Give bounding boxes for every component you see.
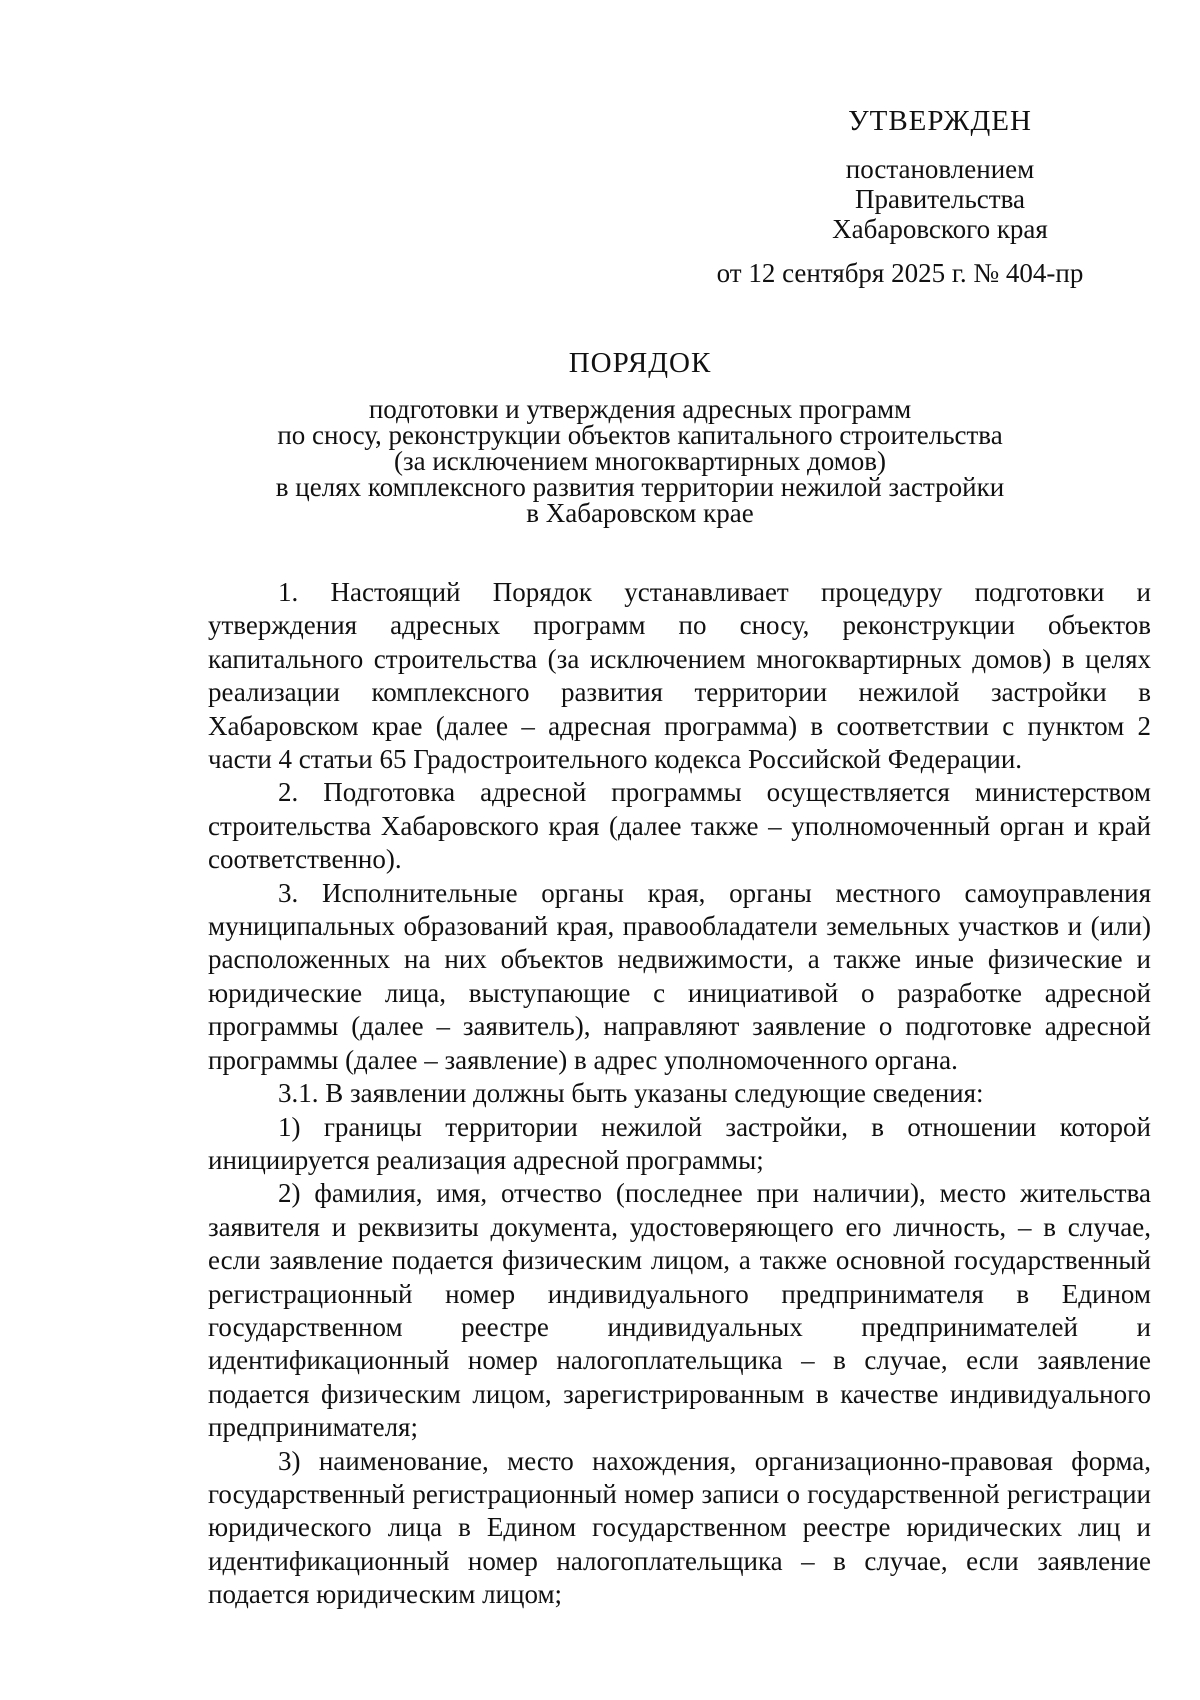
paragraph-2: 2. Подготовка адресной программы осуществляется министерством строительства Хабаровского края (далее также – уполномоченный орган и край соответственно).	[208, 777, 1151, 875]
approval-stamp	[716, 105, 1140, 288]
approval-line-2: Правительства	[855, 184, 1025, 214]
approval-line-3: Хабаровского края	[832, 214, 1048, 244]
document-subtitle-line: в целях комплексного развития территории нежилой застройки	[275, 472, 1005, 502]
document-subtitle-line: в Хабаровском крае	[526, 498, 754, 528]
list-item-3: 3) наименование, место нахождения, организационно-правовая форма, государственный регистрационный номер записи о государственной регистрации юридического лица в Едином государственном реестре юридических лиц и идентификационный номер налогоплательщика – в случае, если заявление подается юридическим лицом;	[208, 1445, 1151, 1610]
document-body	[208, 576, 1151, 1612]
paragraph-1: 1. Настоящий Порядок устанавливает процедуру подготовки и утверждения адресных программ по сносу, реконструкции объектов капитального строительства (за исключением многоквартирных домов) в целях реализации комплексного развития территории нежилой застройки в Хабаровском крае (далее – адресная программа) в соответствии с пунктом 2 части 4 статьи 65 Градостроительного кодекса Российской Федерации.	[208, 577, 1151, 775]
paragraph-3: 3. Исполнительные органы края, органы местного самоуправления муниципальных образований края, правообладатели земельных участков и (или) расположенных на них объектов недвижимости, а также иные физические и юридические лица, выступающие с инициативой о разработке адресной программы (далее – заявитель), направляют заявление о подготовке адресной программы (далее – заявление) в адрес уполномоченного органа.	[208, 877, 1151, 1075]
list-item-1: 1) границы территории нежилой застройки, в отношении которой инициируется реализация адресной программы;	[208, 1111, 1151, 1175]
document-subtitle-line: подготовки и утверждения адресных программ	[368, 394, 912, 424]
approval-heading: УТВЕРЖДЕН	[848, 105, 1032, 137]
approval-line-1: постановлением	[845, 154, 1035, 184]
document-subtitle-line: по сносу, реконструкции объектов капитального строительства	[277, 420, 1003, 450]
document-title-block	[200, 347, 1080, 528]
list-item-2: 2) фамилия, имя, отчество (последнее при наличии), место жительства заявителя и реквизиты документа, удостоверяющего его личность, – в случае, если заявление подается физическим лицом, а также основной государственный регистрационный номер индивидуального предпринимателя в Едином государственном реестре индивидуальных предпринимателей и идентификационный номер налогоплательщика – в случае, если заявление подается физическим лицом, зарегистрированным в качестве индивидуального предпринимателя;	[208, 1178, 1151, 1443]
approval-date: от 12 сентября 2025 г. № 404-пр	[716, 258, 1084, 288]
paragraph-3-1: 3.1. В заявлении должны быть указаны следующие сведения:	[278, 1078, 984, 1109]
document-title: ПОРЯДОК	[568, 347, 712, 379]
document-subtitle-line: (за исключением многоквартирных домов)	[393, 446, 887, 476]
